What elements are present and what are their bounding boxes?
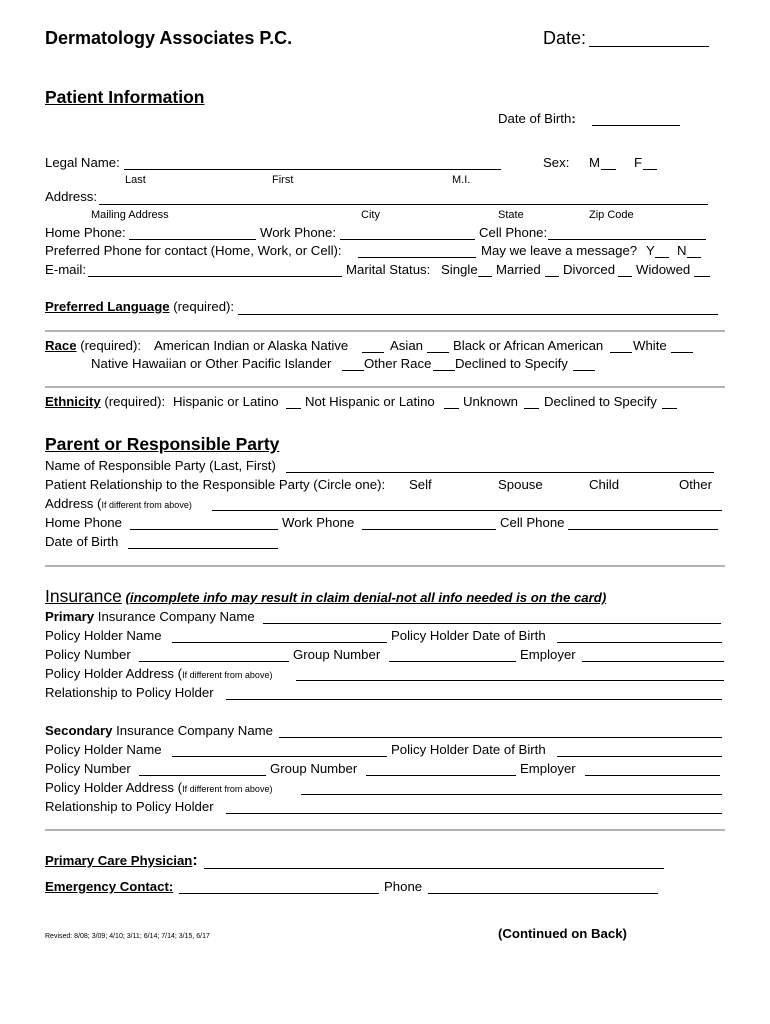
emergency-phone-field[interactable] <box>428 893 658 894</box>
sex-f-blank[interactable] <box>643 169 657 170</box>
primary-group-number-field[interactable] <box>389 661 516 662</box>
secondary-relationship-field[interactable] <box>226 813 722 814</box>
preferred-phone-label: Preferred Phone for contact (Home, Work, or Cell): <box>45 243 342 258</box>
marital-label: Marital Status: <box>346 262 431 277</box>
relationship-spouse[interactable]: Spouse <box>498 477 543 492</box>
secondary-policy-number-label: Policy Number <box>45 761 131 776</box>
primary-holder-name-label: Policy Holder Name <box>45 628 162 643</box>
primary-relationship-label: Relationship to Policy Holder <box>45 685 214 700</box>
continued-note: (Continued on Back) <box>498 926 627 941</box>
date-field[interactable] <box>589 46 709 47</box>
secondary-group-number-field[interactable] <box>366 775 516 776</box>
home-phone-field[interactable] <box>129 239 256 240</box>
ethnicity-label: Ethnicity (required): <box>45 394 166 409</box>
secondary-holder-dob-field[interactable] <box>557 756 722 757</box>
secondary-company-label: Secondary Insurance Company Name <box>45 723 273 738</box>
primary-holder-dob-field[interactable] <box>557 642 722 643</box>
address-field[interactable] <box>99 204 708 205</box>
primary-employer-field[interactable] <box>582 661 724 662</box>
divider <box>45 386 725 388</box>
responsible-address-field[interactable] <box>212 510 722 511</box>
primary-holder-dob-label: Policy Holder Date of Birth <box>391 628 546 643</box>
primary-relationship-field[interactable] <box>226 699 722 700</box>
race-other-blank[interactable] <box>433 370 455 371</box>
emergency-phone-label: Phone <box>384 879 423 894</box>
cell-phone-field[interactable] <box>548 239 706 240</box>
practice-name: Dermatology Associates P.C. <box>45 28 293 48</box>
primary-company-field[interactable] <box>263 623 721 624</box>
ethnicity-option-hispanic: Hispanic or Latino <box>173 394 279 409</box>
pcp-field[interactable] <box>204 868 664 869</box>
dob-label: Date of Birth: <box>498 111 576 126</box>
race-black-blank[interactable] <box>610 352 632 353</box>
secondary-relationship-label: Relationship to Policy Holder <box>45 799 214 814</box>
leave-message-no: N <box>677 243 687 258</box>
legal-name-label: Legal Name: <box>45 155 120 170</box>
ethnicity-unknown-blank[interactable] <box>524 408 539 409</box>
responsible-cell-phone-field[interactable] <box>568 529 718 530</box>
home-phone-label: Home Phone: <box>45 225 126 240</box>
leave-message-label: May we leave a message? <box>481 243 638 258</box>
preferred-language-label: Preferred Language (required): <box>45 299 235 314</box>
responsible-cell-phone-label: Cell Phone <box>500 515 565 530</box>
marital-widowed-blank[interactable] <box>694 276 710 277</box>
patient-info-heading: Patient Information <box>45 87 205 107</box>
revision-note: Revised: 8/08; 3/09; 4/10; 3/11; 6/14; 7/14; 3/15, 6/17 <box>45 933 210 940</box>
divider <box>45 829 725 831</box>
sex-m-label: M <box>589 155 600 170</box>
responsible-home-phone-label: Home Phone <box>45 515 122 530</box>
insurance-heading: Insurance (incomplete info may result in claim denial-not all info needed is on the card) <box>45 586 607 606</box>
work-phone-field[interactable] <box>340 239 475 240</box>
race-option-white: White <box>633 338 667 353</box>
marital-single: Single <box>441 262 478 277</box>
responsible-work-phone-label: Work Phone <box>282 515 355 530</box>
race-asian-blank[interactable] <box>427 352 449 353</box>
marital-married: Married <box>496 262 541 277</box>
sex-label: Sex: <box>543 155 570 170</box>
relationship-label: Patient Relationship to the Responsible Party (Circle one): <box>45 477 386 492</box>
race-white-blank[interactable] <box>671 352 693 353</box>
emergency-contact-field[interactable] <box>179 893 379 894</box>
responsible-address-label: Address (If different from above) <box>45 496 192 511</box>
address-sub-state: State <box>498 209 524 221</box>
primary-company-label: Primary Insurance Company Name <box>45 609 255 624</box>
ethnicity-option-declined: Declined to Specify <box>544 394 657 409</box>
secondary-group-number-label: Group Number <box>270 761 358 776</box>
relationship-other[interactable]: Other <box>679 477 712 492</box>
responsible-home-phone-field[interactable] <box>130 529 278 530</box>
marital-married-blank[interactable] <box>545 276 559 277</box>
race-american-indian-blank[interactable] <box>362 352 384 353</box>
responsible-party-heading: Parent or Responsible Party <box>45 434 280 454</box>
leave-message-yes: Y <box>646 243 655 258</box>
dob-field[interactable] <box>592 125 680 126</box>
secondary-policy-number-field[interactable] <box>139 775 266 776</box>
race-hawaiian-blank[interactable] <box>342 370 364 371</box>
cell-phone-label: Cell Phone: <box>479 225 548 240</box>
responsible-dob-field[interactable] <box>128 548 278 549</box>
date-label: Date: <box>543 28 587 48</box>
preferred-language-field[interactable] <box>238 314 718 315</box>
legal-name-field[interactable] <box>124 169 501 170</box>
secondary-employer-label: Employer <box>520 761 576 776</box>
preferred-phone-field[interactable] <box>358 257 476 258</box>
race-option-hawaiian: Native Hawaiian or Other Pacific Islander <box>91 356 332 371</box>
primary-holder-address-label: Policy Holder Address (If different from above) <box>45 666 273 681</box>
primary-holder-name-field[interactable] <box>172 642 387 643</box>
secondary-holder-address-field[interactable] <box>301 794 722 795</box>
relationship-self[interactable]: Self <box>409 477 432 492</box>
responsible-dob-label: Date of Birth <box>45 534 119 549</box>
email-label: E-mail: <box>45 262 87 277</box>
race-option-american-indian: American Indian or Alaska Native <box>154 338 349 353</box>
secondary-employer-field[interactable] <box>585 775 720 776</box>
name-sub-mi: M.I. <box>452 174 471 186</box>
primary-group-number-label: Group Number <box>293 647 381 662</box>
primary-employer-label: Employer <box>520 647 576 662</box>
leave-message-no-blank[interactable] <box>687 257 701 258</box>
primary-policy-number-label: Policy Number <box>45 647 131 662</box>
name-sub-first: First <box>272 174 294 186</box>
ethnicity-option-not-hispanic: Not Hispanic or Latino <box>305 394 435 409</box>
race-label: Race (required): <box>45 338 142 353</box>
primary-holder-address-field[interactable] <box>296 680 724 681</box>
marital-single-blank[interactable] <box>478 276 492 277</box>
responsible-name-label: Name of Responsible Party (Last, First) <box>45 458 276 473</box>
secondary-holder-address-label: Policy Holder Address (If different from above) <box>45 780 273 795</box>
pcp-label: Primary Care Physician: <box>45 852 198 869</box>
race-option-other: Other Race <box>364 356 432 371</box>
address-label: Address: <box>45 189 98 204</box>
relationship-child[interactable]: Child <box>589 477 620 492</box>
ethnicity-hispanic-blank[interactable] <box>286 408 301 409</box>
race-declined-blank[interactable] <box>573 370 595 371</box>
leave-message-yes-blank[interactable] <box>655 257 669 258</box>
divider <box>45 565 725 567</box>
race-option-black: Black or African American <box>453 338 604 353</box>
marital-divorced: Divorced <box>563 262 616 277</box>
sex-f-label: F <box>634 155 643 170</box>
responsible-work-phone-field[interactable] <box>362 529 496 530</box>
secondary-holder-name-label: Policy Holder Name <box>45 742 162 757</box>
address-sub-city: City <box>361 209 380 221</box>
ethnicity-option-unknown: Unknown <box>463 394 518 409</box>
race-option-asian: Asian <box>390 338 423 353</box>
responsible-name-field[interactable] <box>286 472 714 473</box>
marital-divorced-blank[interactable] <box>618 276 632 277</box>
work-phone-label: Work Phone: <box>260 225 336 240</box>
email-field[interactable] <box>88 276 342 277</box>
name-sub-last: Last <box>125 174 146 186</box>
address-sub-zip: Zip Code <box>589 209 634 221</box>
primary-policy-number-field[interactable] <box>139 661 289 662</box>
sex-m-blank[interactable] <box>601 169 616 170</box>
marital-widowed: Widowed <box>636 262 691 277</box>
address-sub-mailing: Mailing Address <box>91 209 169 221</box>
secondary-holder-name-field[interactable] <box>172 756 387 757</box>
ethnicity-declined-blank[interactable] <box>662 408 677 409</box>
emergency-contact-label: Emergency Contact: <box>45 879 174 894</box>
divider <box>45 330 725 332</box>
secondary-company-field[interactable] <box>279 737 722 738</box>
ethnicity-not-hispanic-blank[interactable] <box>444 408 459 409</box>
secondary-holder-dob-label: Policy Holder Date of Birth <box>391 742 546 757</box>
race-option-declined: Declined to Specify <box>455 356 568 371</box>
